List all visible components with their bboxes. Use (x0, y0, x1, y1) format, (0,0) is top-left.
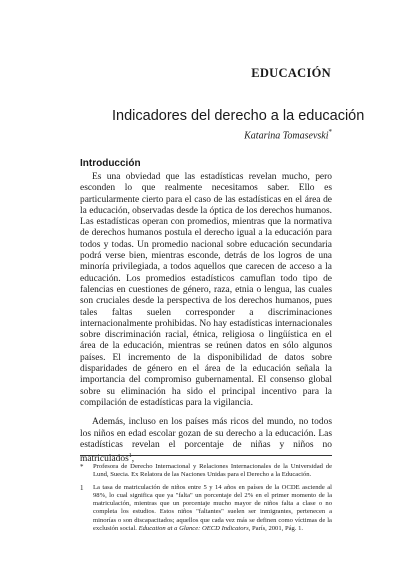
footnote-text: Profesora de Derecho Internacional y Relaciones Internacionales de la Universidad de Lund, Suecia. Ex Relatora de las Naciones Unidas para el Derecho a la Educación. (93, 463, 332, 479)
paragraph: Es una obviedad que las estadísticas revelan mucho, pero esconden lo que realmente necesitamos saber. Ello es particularmente cierto para el caso de las estadísticas en el área de la educación, observadas desde la óptica de los derechos humanos. Las estadísticas operan con promedios, mientras que la normativa de derechos humanos postula el derecho igual a la educación para todos y todas. Un promedio nacional sobre educación secundaria podrá verse bien, mientras esconde, detrás de los logros de una minoría privilegiada, a todos aquellos que carecen de acceso a la educación. Los promedios estadísticos camuflan todo tipo de falencias en cuestiones de género, raza, etnia o lengua, las cuales son cruciales desde la perspectiva de los derechos humanos, pues tales faltas suelen corresponder a discriminaciones internacionalmente prohibidas. No hay estadísticas internacionales sobre discriminación racial, étnica, religiosa o lingüística en el área de la educación, mientras se reúnen datos en sólo algunos países. El incremento de la disponibilidad de datos sobre disparidades de género en el área de la educación señala la importancia del compromiso gubernamental. El consenso global sobre su eliminación ha sido el principal incentivo para la compilación de estadísticas para la vigilancia. (80, 172, 332, 408)
author-name: Katarina Tomasevski (244, 130, 329, 142)
body-text (80, 172, 332, 466)
footnote (80, 484, 332, 534)
paragraph (80, 417, 332, 465)
section-heading: Introducción (80, 158, 141, 169)
footnote-mark: * (80, 463, 84, 471)
paragraph-end: , (131, 454, 135, 465)
paragraph-text: Además, incluso en los países más ricos del mundo, no todos los niños en edad escolar gozan de su derecho a la educación. Las estadísticas revelan el porcentaje de niñas y niños no matriculados (80, 417, 332, 465)
footnote-source-title: Education at a Glance: OECD Indicators (138, 525, 249, 533)
footnote (80, 463, 332, 480)
article-title: Indicadores del derecho a la educación (112, 108, 365, 124)
footnote-reference: 1 (128, 453, 132, 460)
footnote-divider (80, 455, 332, 456)
footnote-mark: 1 (80, 483, 84, 492)
footnote-body: La tasa de matriculación de niños entre 5 y 14 años en países de la OCDE asciende al 98%, lo cual significa que ya "falta" un porcentaje del 2% en el primer momento de la matriculación, mientras que un porcentaje mucho mayor de niños falta a clase o no completa los estudios. Estos niños "faltantes" suelen ser inmigrantes, pertenecen a minorías o son discapacitados; aquellos que cada vez más se definen como víctimas de la exclusión social. (93, 483, 332, 533)
footnote-source-details: , París, 2001, Pág. 1. (248, 525, 304, 533)
section-header: EDUCACIÓN (251, 66, 331, 80)
author-footnote-mark: * (328, 128, 332, 136)
footnotes (80, 463, 332, 537)
article-author (244, 128, 332, 141)
footnote-text (93, 484, 332, 534)
